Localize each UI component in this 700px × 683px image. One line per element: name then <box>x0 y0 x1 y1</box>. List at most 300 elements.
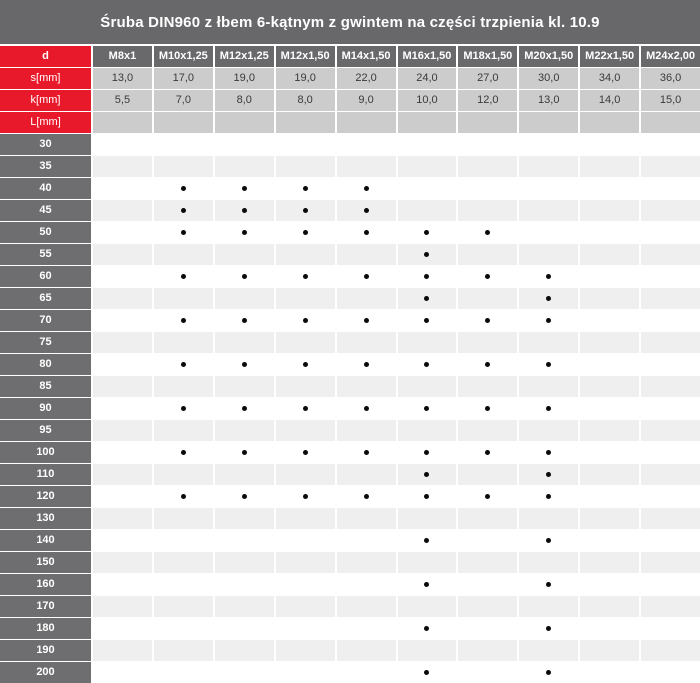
availability-cell <box>276 156 335 177</box>
column-header-m24x2-00: M24x2,00 <box>641 46 700 67</box>
column-header-m12x1-50: M12x1,50 <box>276 46 335 67</box>
availability-cell <box>276 244 335 265</box>
availability-cell <box>398 244 457 265</box>
availability-cell <box>519 508 578 529</box>
availability-cell <box>641 508 700 529</box>
availability-cell <box>398 310 457 331</box>
availability-dot-icon <box>364 318 369 323</box>
k-value-cell: 8,0 <box>276 90 335 111</box>
availability-cell <box>580 442 639 463</box>
availability-cell <box>215 266 274 287</box>
length-label-50: 50 <box>0 222 91 243</box>
availability-dot-icon <box>424 582 429 587</box>
availability-cell <box>641 398 700 419</box>
availability-cell <box>458 376 517 397</box>
availability-cell <box>519 398 578 419</box>
availability-cell <box>215 200 274 221</box>
availability-cell <box>519 596 578 617</box>
availability-dot-icon <box>424 252 429 257</box>
l-header-empty-cell <box>580 112 639 133</box>
availability-cell <box>580 420 639 441</box>
length-label-180: 180 <box>0 618 91 639</box>
availability-cell <box>398 156 457 177</box>
column-header-m12x1-25: M12x1,25 <box>215 46 274 67</box>
s-value-cell: 13,0 <box>93 68 152 89</box>
column-header-m14x1-50: M14x1,50 <box>337 46 396 67</box>
availability-dot-icon <box>546 318 551 323</box>
column-header-m20x1-50: M20x1,50 <box>519 46 578 67</box>
availability-cell <box>93 552 152 573</box>
availability-cell <box>519 310 578 331</box>
availability-cell <box>154 178 213 199</box>
l-header-empty-cell <box>154 112 213 133</box>
k-value-cell: 12,0 <box>458 90 517 111</box>
availability-cell <box>641 266 700 287</box>
availability-cell <box>215 376 274 397</box>
spec-table <box>0 46 700 683</box>
availability-cell <box>276 134 335 155</box>
availability-dot-icon <box>303 318 308 323</box>
availability-cell <box>641 618 700 639</box>
availability-cell <box>398 398 457 419</box>
availability-cell <box>398 332 457 353</box>
availability-cell <box>519 464 578 485</box>
availability-cell <box>93 398 152 419</box>
availability-dot-icon <box>303 450 308 455</box>
s-value-cell: 27,0 <box>458 68 517 89</box>
availability-cell <box>154 420 213 441</box>
availability-dot-icon <box>424 494 429 499</box>
availability-cell <box>519 222 578 243</box>
s-row-label: s[mm] <box>0 68 91 89</box>
availability-dot-icon <box>546 274 551 279</box>
availability-cell <box>93 530 152 551</box>
availability-cell <box>154 156 213 177</box>
availability-dot-icon <box>364 494 369 499</box>
availability-cell <box>215 244 274 265</box>
availability-cell <box>93 178 152 199</box>
availability-cell <box>398 552 457 573</box>
length-label-200: 200 <box>0 662 91 683</box>
availability-cell <box>337 574 396 595</box>
availability-cell <box>519 640 578 661</box>
availability-cell <box>276 398 335 419</box>
availability-cell <box>580 288 639 309</box>
availability-cell <box>154 574 213 595</box>
availability-cell <box>337 178 396 199</box>
availability-cell <box>93 156 152 177</box>
availability-cell <box>215 420 274 441</box>
availability-cell <box>519 574 578 595</box>
availability-cell <box>398 222 457 243</box>
availability-dot-icon <box>181 318 186 323</box>
availability-dot-icon <box>364 362 369 367</box>
availability-cell <box>580 332 639 353</box>
availability-dot-icon <box>424 450 429 455</box>
availability-dot-icon <box>546 406 551 411</box>
availability-cell <box>580 266 639 287</box>
availability-cell <box>337 596 396 617</box>
availability-dot-icon <box>303 230 308 235</box>
availability-cell <box>398 288 457 309</box>
availability-dot-icon <box>364 230 369 235</box>
availability-cell <box>580 244 639 265</box>
k-value-cell: 13,0 <box>519 90 578 111</box>
availability-cell <box>337 266 396 287</box>
availability-cell <box>398 596 457 617</box>
availability-cell <box>337 442 396 463</box>
availability-dot-icon <box>181 208 186 213</box>
availability-cell <box>154 332 213 353</box>
availability-cell <box>580 552 639 573</box>
availability-cell <box>215 178 274 199</box>
availability-cell <box>458 508 517 529</box>
availability-cell <box>276 178 335 199</box>
availability-cell <box>641 222 700 243</box>
l-header-empty-cell <box>398 112 457 133</box>
l-header-empty-cell <box>215 112 274 133</box>
availability-cell <box>398 508 457 529</box>
availability-dot-icon <box>364 208 369 213</box>
availability-dot-icon <box>485 450 490 455</box>
availability-cell <box>276 640 335 661</box>
length-label-150: 150 <box>0 552 91 573</box>
availability-cell <box>154 376 213 397</box>
availability-cell <box>398 530 457 551</box>
availability-cell <box>93 640 152 661</box>
availability-cell <box>215 222 274 243</box>
availability-dot-icon <box>181 450 186 455</box>
column-header-m8x1: M8x1 <box>93 46 152 67</box>
column-header-m16x1-50: M16x1,50 <box>398 46 457 67</box>
availability-cell <box>398 574 457 595</box>
availability-cell <box>276 222 335 243</box>
availability-dot-icon <box>424 670 429 675</box>
availability-cell <box>519 288 578 309</box>
k-value-cell: 10,0 <box>398 90 457 111</box>
availability-cell <box>580 156 639 177</box>
availability-dot-icon <box>303 406 308 411</box>
availability-cell <box>458 574 517 595</box>
availability-cell <box>458 552 517 573</box>
l-header-empty-cell <box>276 112 335 133</box>
availability-cell <box>215 464 274 485</box>
availability-cell <box>458 332 517 353</box>
availability-dot-icon <box>242 230 247 235</box>
availability-cell <box>337 222 396 243</box>
s-value-cell: 22,0 <box>337 68 396 89</box>
availability-dot-icon <box>546 296 551 301</box>
availability-cell <box>154 530 213 551</box>
availability-cell <box>337 288 396 309</box>
availability-dot-icon <box>242 186 247 191</box>
availability-dot-icon <box>424 626 429 631</box>
availability-cell <box>215 354 274 375</box>
availability-cell <box>154 354 213 375</box>
availability-cell <box>641 574 700 595</box>
availability-cell <box>641 244 700 265</box>
l-header-empty-cell <box>641 112 700 133</box>
availability-cell <box>519 178 578 199</box>
availability-dot-icon <box>546 582 551 587</box>
availability-cell <box>398 442 457 463</box>
availability-cell <box>641 596 700 617</box>
availability-cell <box>337 464 396 485</box>
availability-cell <box>276 508 335 529</box>
availability-cell <box>641 486 700 507</box>
availability-cell <box>398 134 457 155</box>
availability-cell <box>276 596 335 617</box>
availability-cell <box>641 200 700 221</box>
availability-cell <box>154 508 213 529</box>
length-label-130: 130 <box>0 508 91 529</box>
availability-cell <box>93 266 152 287</box>
availability-dot-icon <box>546 670 551 675</box>
availability-cell <box>398 266 457 287</box>
availability-dot-icon <box>242 362 247 367</box>
availability-cell <box>519 156 578 177</box>
availability-dot-icon <box>242 450 247 455</box>
availability-dot-icon <box>424 274 429 279</box>
availability-cell <box>93 134 152 155</box>
availability-cell <box>458 530 517 551</box>
availability-cell <box>641 376 700 397</box>
availability-cell <box>276 354 335 375</box>
availability-cell <box>519 200 578 221</box>
availability-cell <box>337 552 396 573</box>
availability-cell <box>580 640 639 661</box>
availability-cell <box>458 486 517 507</box>
availability-dot-icon <box>181 186 186 191</box>
availability-cell <box>641 134 700 155</box>
availability-cell <box>337 310 396 331</box>
availability-cell <box>641 442 700 463</box>
column-header-m22x1-50: M22x1,50 <box>580 46 639 67</box>
availability-cell <box>215 508 274 529</box>
k-value-cell: 8,0 <box>215 90 274 111</box>
availability-dot-icon <box>181 494 186 499</box>
length-label-35: 35 <box>0 156 91 177</box>
k-row-label: k[mm] <box>0 90 91 111</box>
availability-cell <box>337 156 396 177</box>
availability-dot-icon <box>485 230 490 235</box>
page-title: Śruba DIN960 z łbem 6-kątnym z gwintem na części trzpienia kl. 10.9 <box>0 0 700 44</box>
availability-cell <box>93 464 152 485</box>
s-value-cell: 19,0 <box>276 68 335 89</box>
availability-dot-icon <box>424 472 429 477</box>
availability-cell <box>93 508 152 529</box>
availability-cell <box>154 266 213 287</box>
length-label-30: 30 <box>0 134 91 155</box>
length-label-160: 160 <box>0 574 91 595</box>
availability-dot-icon <box>424 318 429 323</box>
availability-cell <box>398 464 457 485</box>
availability-cell <box>519 552 578 573</box>
availability-cell <box>337 134 396 155</box>
availability-cell <box>337 200 396 221</box>
availability-cell <box>154 464 213 485</box>
availability-cell <box>458 640 517 661</box>
availability-cell <box>458 310 517 331</box>
availability-dot-icon <box>546 538 551 543</box>
availability-dot-icon <box>303 208 308 213</box>
availability-cell <box>154 442 213 463</box>
availability-cell <box>154 486 213 507</box>
availability-cell <box>641 552 700 573</box>
availability-cell <box>337 376 396 397</box>
length-label-45: 45 <box>0 200 91 221</box>
availability-cell <box>276 486 335 507</box>
availability-cell <box>93 376 152 397</box>
k-value-cell: 9,0 <box>337 90 396 111</box>
availability-dot-icon <box>303 186 308 191</box>
availability-cell <box>93 596 152 617</box>
availability-dot-icon <box>546 494 551 499</box>
availability-dot-icon <box>181 362 186 367</box>
availability-cell <box>154 552 213 573</box>
availability-cell <box>215 442 274 463</box>
availability-cell <box>458 596 517 617</box>
length-label-95: 95 <box>0 420 91 441</box>
availability-cell <box>641 420 700 441</box>
availability-dot-icon <box>485 406 490 411</box>
availability-dot-icon <box>364 186 369 191</box>
availability-cell <box>93 244 152 265</box>
availability-cell <box>580 134 639 155</box>
availability-cell <box>519 332 578 353</box>
availability-cell <box>276 266 335 287</box>
availability-cell <box>337 398 396 419</box>
availability-cell <box>276 288 335 309</box>
corner-label-d: d <box>0 46 91 67</box>
availability-cell <box>93 486 152 507</box>
k-value-cell: 14,0 <box>580 90 639 111</box>
availability-cell <box>215 288 274 309</box>
availability-cell <box>154 288 213 309</box>
length-label-170: 170 <box>0 596 91 617</box>
availability-cell <box>154 398 213 419</box>
length-label-65: 65 <box>0 288 91 309</box>
availability-dot-icon <box>485 494 490 499</box>
length-label-80: 80 <box>0 354 91 375</box>
availability-cell <box>458 442 517 463</box>
availability-cell <box>398 618 457 639</box>
availability-cell <box>519 266 578 287</box>
l-row-label: L[mm] <box>0 112 91 133</box>
availability-cell <box>458 618 517 639</box>
availability-cell <box>93 288 152 309</box>
availability-cell <box>519 244 578 265</box>
availability-cell <box>580 178 639 199</box>
length-label-85: 85 <box>0 376 91 397</box>
length-label-190: 190 <box>0 640 91 661</box>
length-label-60: 60 <box>0 266 91 287</box>
availability-cell <box>93 442 152 463</box>
availability-cell <box>398 486 457 507</box>
l-header-empty-cell <box>93 112 152 133</box>
availability-dot-icon <box>546 362 551 367</box>
availability-cell <box>458 398 517 419</box>
availability-cell <box>580 596 639 617</box>
availability-cell <box>154 222 213 243</box>
availability-dot-icon <box>181 274 186 279</box>
k-value-cell: 5,5 <box>93 90 152 111</box>
length-label-110: 110 <box>0 464 91 485</box>
k-value-cell: 15,0 <box>641 90 700 111</box>
availability-cell <box>215 618 274 639</box>
availability-cell <box>215 134 274 155</box>
column-header-m10x1-25: M10x1,25 <box>154 46 213 67</box>
availability-cell <box>580 310 639 331</box>
availability-cell <box>154 618 213 639</box>
availability-cell <box>580 618 639 639</box>
availability-cell <box>458 420 517 441</box>
availability-cell <box>276 530 335 551</box>
availability-cell <box>641 530 700 551</box>
availability-cell <box>398 640 457 661</box>
availability-cell <box>519 442 578 463</box>
length-label-100: 100 <box>0 442 91 463</box>
availability-cell <box>458 288 517 309</box>
length-label-75: 75 <box>0 332 91 353</box>
availability-cell <box>641 310 700 331</box>
availability-cell <box>519 420 578 441</box>
availability-cell <box>519 376 578 397</box>
availability-dot-icon <box>303 274 308 279</box>
availability-cell <box>215 156 274 177</box>
availability-cell <box>580 222 639 243</box>
availability-cell <box>519 354 578 375</box>
availability-dot-icon <box>546 472 551 477</box>
availability-cell <box>458 266 517 287</box>
availability-cell <box>276 442 335 463</box>
availability-cell <box>93 310 152 331</box>
availability-cell <box>641 288 700 309</box>
length-label-55: 55 <box>0 244 91 265</box>
availability-cell <box>337 640 396 661</box>
availability-cell <box>641 464 700 485</box>
availability-cell <box>276 552 335 573</box>
availability-cell <box>215 640 274 661</box>
availability-cell <box>154 134 213 155</box>
availability-cell <box>519 530 578 551</box>
availability-cell <box>641 178 700 199</box>
availability-cell <box>580 464 639 485</box>
availability-cell <box>337 420 396 441</box>
availability-cell <box>458 244 517 265</box>
availability-cell <box>276 464 335 485</box>
availability-cell <box>215 552 274 573</box>
availability-cell <box>154 640 213 661</box>
availability-cell <box>93 420 152 441</box>
availability-dot-icon <box>364 450 369 455</box>
availability-cell <box>215 530 274 551</box>
availability-dot-icon <box>485 274 490 279</box>
availability-dot-icon <box>364 406 369 411</box>
availability-cell <box>93 574 152 595</box>
l-header-empty-cell <box>337 112 396 133</box>
availability-cell <box>398 178 457 199</box>
availability-cell <box>398 420 457 441</box>
availability-cell <box>93 200 152 221</box>
availability-cell <box>337 244 396 265</box>
availability-cell <box>458 222 517 243</box>
availability-dot-icon <box>485 362 490 367</box>
availability-dot-icon <box>242 406 247 411</box>
availability-dot-icon <box>546 626 551 631</box>
availability-cell <box>276 574 335 595</box>
availability-cell <box>580 376 639 397</box>
